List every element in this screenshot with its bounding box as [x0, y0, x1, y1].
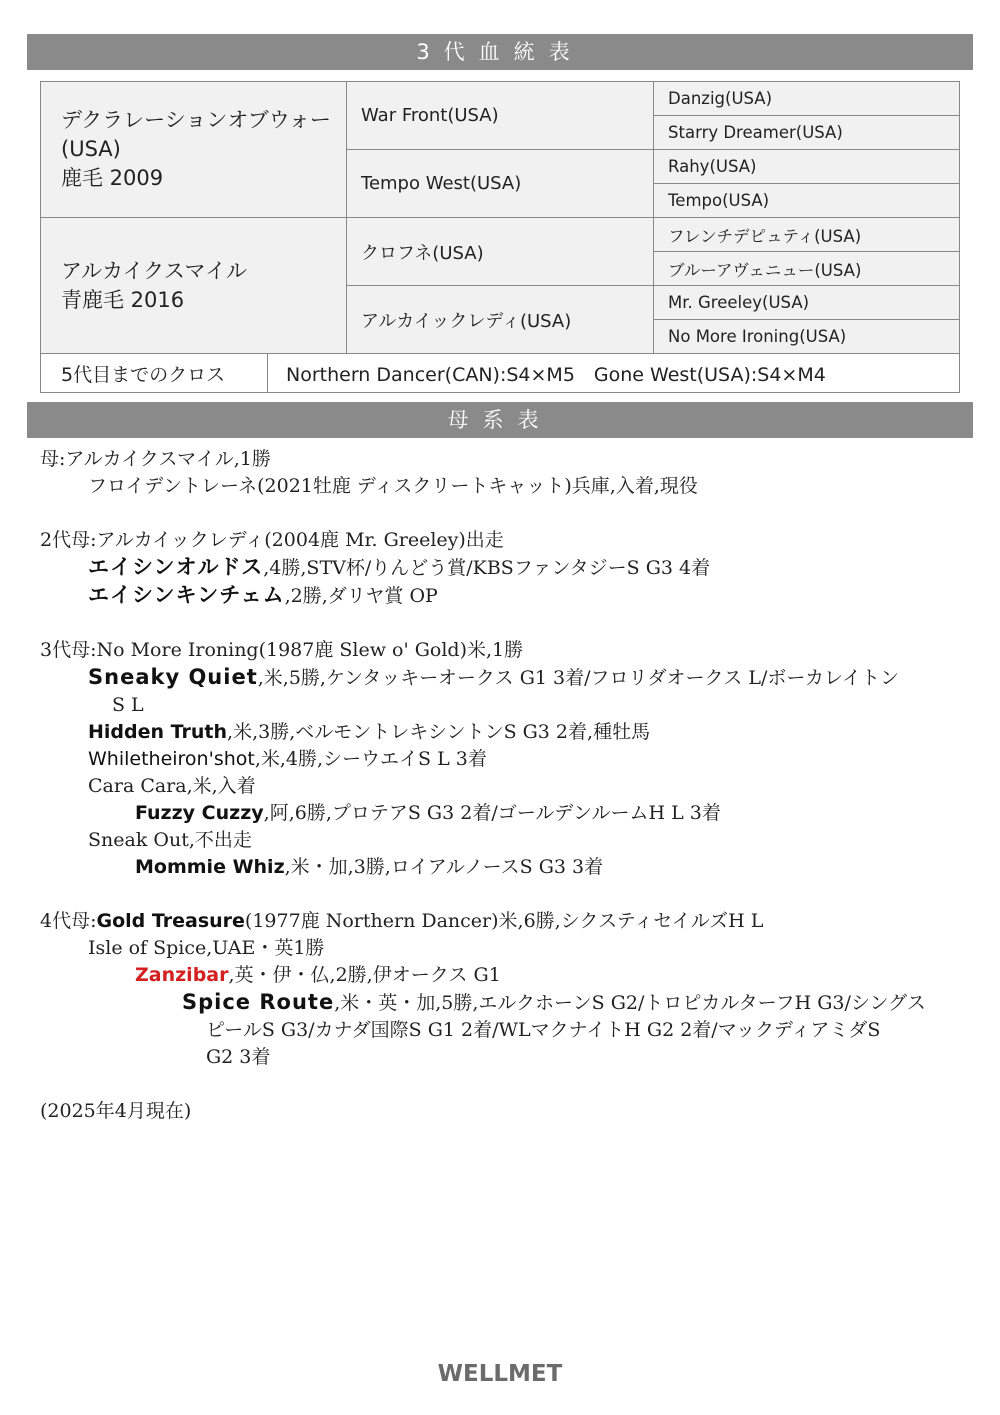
horse-name: Spice Route	[182, 990, 335, 1014]
third-dam-foal-1	[40, 664, 965, 692]
fourth-dam-record: (1977鹿 Northern Dancer)米,6勝,シクスティセイルズH L	[244, 910, 764, 932]
second-dam-foal-2	[40, 582, 965, 610]
third-dam-foal-2	[40, 719, 965, 746]
sdd-cell: Tempo(USA)	[654, 184, 960, 218]
horse-name: Gold Treasure	[96, 910, 245, 932]
foal-record: ,米,4勝,シーウエイS L 3着	[254, 748, 487, 770]
foal-record: ,4勝,STV杯/りんどう賞/KBSファンタジーS G3 4着	[263, 557, 711, 579]
ssd-cell: Starry Dreamer(USA)	[654, 116, 960, 150]
third-dam-foal-3	[40, 746, 965, 773]
dam-color-year: 青鹿毛 2016	[61, 287, 185, 312]
sire-dam-cell: Tempo West(USA)	[347, 150, 654, 218]
horse-name: Mommie Whiz	[135, 856, 285, 878]
fourth-dam-line	[40, 908, 965, 935]
cross-value: Northern Dancer(CAN):S4×M5 Gone West(USA):S4×M4	[268, 354, 960, 393]
dam-line: 母:アルカイクスマイル,1勝	[40, 448, 271, 470]
wellmet-logo: WELLMET	[437, 1361, 563, 1387]
ddd-cell: No More Ironing(USA)	[654, 320, 960, 354]
horse-name: Fuzzy Cuzzy	[135, 802, 264, 824]
foal-record: ,英・伊・仏,2勝,伊オークス G1	[228, 964, 501, 986]
horse-name: エイシンオルドス	[88, 555, 264, 579]
foal-record: ,米・加,3勝,ロイアルノースS G3 3着	[284, 856, 604, 878]
horse-name: エイシンキンチェム	[88, 583, 285, 607]
sire-sire-cell: War Front(USA)	[347, 82, 654, 150]
dam-cell	[41, 218, 347, 354]
second-dam-foal-1	[40, 554, 965, 582]
foal-record: ,米・英・加,5勝,エルクホーンS G2/トロピカルターフH G3/シングス	[334, 992, 926, 1014]
fourth-dam-great-grandfoal-1-cont2: G2 3着	[206, 1046, 271, 1068]
third-dam-foal-4: Cara Cara,米,入着	[88, 775, 256, 797]
foal-record: ,阿,6勝,プロテアS G3 2着/ゴールデンルームH L 3着	[263, 802, 721, 824]
horse-name: Zanzibar	[135, 964, 229, 986]
sire-name: デクラレーションオブウォー(USA)	[61, 108, 331, 161]
dam-sire-cell: クロフネ(USA)	[347, 218, 654, 286]
horse-name: Sneaky Quiet	[88, 665, 258, 689]
third-dam-grandfoal-2	[40, 854, 965, 881]
third-dam-line: 3代母:No More Ironing(1987鹿 Slew o' Gold)米,1勝	[40, 639, 524, 661]
pedigree-table	[40, 81, 960, 393]
dsd-cell: ブルーアヴェニュー(USA)	[654, 252, 960, 286]
family-section-header: 母系表	[27, 402, 973, 438]
dss-cell: フレンチデピュティ(USA)	[654, 218, 960, 252]
dam-name: アルカイクスマイル	[61, 258, 248, 283]
third-dam-foal-1-cont: S L	[112, 694, 144, 716]
horse-name: Whiletheiron'shot	[88, 748, 255, 770]
sire-color-year: 鹿毛 2009	[61, 166, 164, 190]
pedigree-section-header: 3代血統表	[27, 34, 973, 70]
third-dam-foal-5: Sneak Out,不出走	[88, 829, 252, 851]
cross-label: 5代目までのクロス	[41, 354, 268, 393]
dam-dam-cell: アルカイックレディ(USA)	[347, 286, 654, 354]
sss-cell: Danzig(USA)	[654, 82, 960, 116]
third-dam-grandfoal-1	[40, 800, 965, 827]
as-of-date: (2025年4月現在)	[40, 1100, 192, 1122]
foal-record: ,米,3勝,ベルモントレキシントンS G3 2着,種牡馬	[227, 721, 651, 743]
fourth-dam-prefix: 4代母:	[40, 910, 97, 932]
family-table	[40, 446, 965, 1125]
fourth-dam-foal-1: Isle of Spice,UAE・英1勝	[88, 937, 325, 959]
fourth-dam-great-grandfoal-1	[40, 989, 965, 1017]
sds-cell: Rahy(USA)	[654, 150, 960, 184]
fourth-dam-grandfoal-1	[40, 962, 965, 989]
foal-record: ,2勝,ダリヤ賞 OP	[284, 585, 438, 607]
foal-record: ,米,5勝,ケンタッキーオークス G1 3着/フロリダオークス L/ボーカレイトン	[257, 667, 900, 689]
fourth-dam-great-grandfoal-1-cont1: ピールS G3/カナダ国際S G1 2着/WLマクナイトH G2 2着/マックディアミダS	[206, 1019, 881, 1041]
horse-name: Hidden Truth	[88, 721, 228, 743]
sire-cell	[41, 82, 347, 218]
dds-cell: Mr. Greeley(USA)	[654, 286, 960, 320]
second-dam-line: 2代母:アルカイックレディ(2004鹿 Mr. Greeley)出走	[40, 529, 504, 551]
dam-foal-line: フロイデントレーネ(2021牡鹿 ディスクリートキャット)兵庫,入着,現役	[88, 475, 698, 497]
